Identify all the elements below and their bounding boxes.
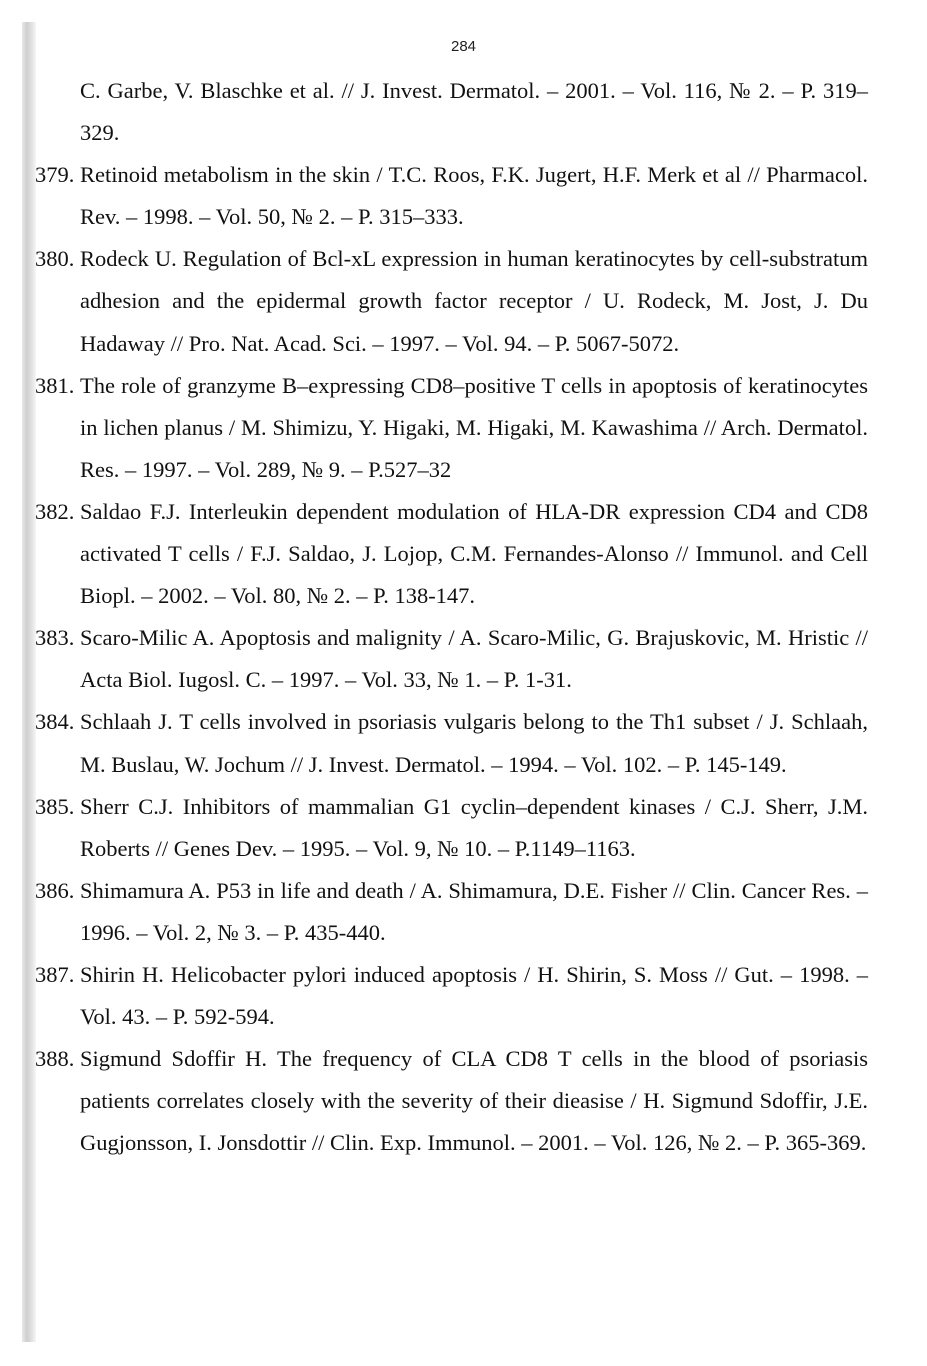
reference-text: Rodeck U. Regulation of Bcl-xL expression in human keratinocytes by cell-substratum adhesion and the epidermal growth factor receptor / U. Rodeck, M. Jost, J. Du Hadaway // Pro. Nat. Acad. Sci. – 1997. – Vol. 94. – P. 5067-5072. — [80, 246, 868, 356]
reference-number: 382. — [35, 498, 75, 524]
reference-item — [35, 365, 868, 491]
reference-item — [35, 786, 868, 870]
reference-number: 383. — [35, 625, 75, 651]
reference-text: The role of granzyme B–expressing CD8–positive T cells in apoptosis of keratinocytes in lichen planus / M. Shimizu, Y. Higaki, M. Higaki, M. Kawashima // Arch. Dermatol. Res. – 1997. – Vol. 289, № 9. – P.527–32 — [80, 372, 868, 482]
reference-text: Schlaah J. T cells involved in psoriasis vulgaris belong to the Th1 subset / J. Schlaah, M. Buslau, W. Jochum // J. Invest. Dermatol. – 1994. – Vol. 102. – P. 145-149. — [80, 709, 868, 777]
reference-item — [35, 154, 868, 238]
reference-item — [35, 701, 868, 785]
reference-number: 388. — [35, 1046, 75, 1072]
reference-item — [35, 870, 868, 954]
reference-text: Scaro-Milic A. Apoptosis and malignity / A. Scaro-Milic, G. Brajuskovic, M. Hristic // Acta Biol. Iugosl. C. – 1997. – Vol. 33, № 1. – P. 1-31. — [80, 625, 868, 693]
reference-text: Shirin H. Helicobacter pylori induced apoptosis / H. Shirin, S. Moss // Gut. – 1998. – Vol. 43. – P. 592-594. — [80, 961, 868, 1030]
page-number: 284 — [450, 38, 477, 55]
reference-text: Retinoid metabolism in the skin / T.C. Roos, F.K. Jugert, H.F. Merk et al // Pharmacol. Rev. – 1998. – Vol. 50, № 2. – P. 315–333. — [80, 162, 868, 230]
reference-text: Shimamura A. P53 in life and death / A. Shimamura, D.E. Fisher // Clin. Cancer Res. – 1996. – Vol. 2, № 3. – P. 435-440. — [80, 877, 868, 945]
reference-number: 387. — [35, 961, 75, 987]
reference-number: 385. — [35, 793, 75, 819]
reference-list — [0, 70, 927, 1164]
reference-number: 384. — [35, 709, 75, 735]
reference-item — [35, 238, 868, 364]
reference-item — [80, 70, 868, 154]
reference-text: Sigmund Sdoffir H. The frequency of CLA CD8 T cells in the blood of psoriasis patients correlates closely with the severity of their dieasise / H. Sigmund Sdoffir, J.E. Gugjonsson, I. Jonsdottir // Clin. Exp. Immunol. – 2001. – Vol. 126, № 2. – P. 365-369. — [80, 1046, 868, 1156]
reference-item — [35, 1038, 868, 1164]
reference-text: Saldao F.J. Interleukin dependent modulation of HLA-DR expression CD4 and CD8 activated T cells / F.J. Saldao, J. Lojop, C.M. Fernandes-Alonso // Immunol. and Cell Biopl. – 2002. – Vol. 80, № 2. – P. 138-147. — [80, 498, 868, 609]
reference-item — [35, 954, 868, 1038]
reference-number: 380. — [35, 246, 75, 272]
reference-item — [35, 491, 868, 617]
reference-item — [35, 617, 868, 701]
reference-text: Sherr C.J. Inhibitors of mammalian G1 cyclin–dependent kinases / C.J. Sherr, J.M. Roberts // Genes Dev. – 1995. – Vol. 9, № 10. – P.1149–1163. — [80, 793, 868, 861]
reference-number: 386. — [35, 877, 75, 903]
reference-number: 379. — [35, 162, 75, 188]
reference-number: 381. — [35, 372, 75, 398]
reference-text: C. Garbe, V. Blaschke et al. // J. Invest. Dermatol. – 2001. – Vol. 116, № 2. – P. 319–329. — [80, 78, 868, 146]
